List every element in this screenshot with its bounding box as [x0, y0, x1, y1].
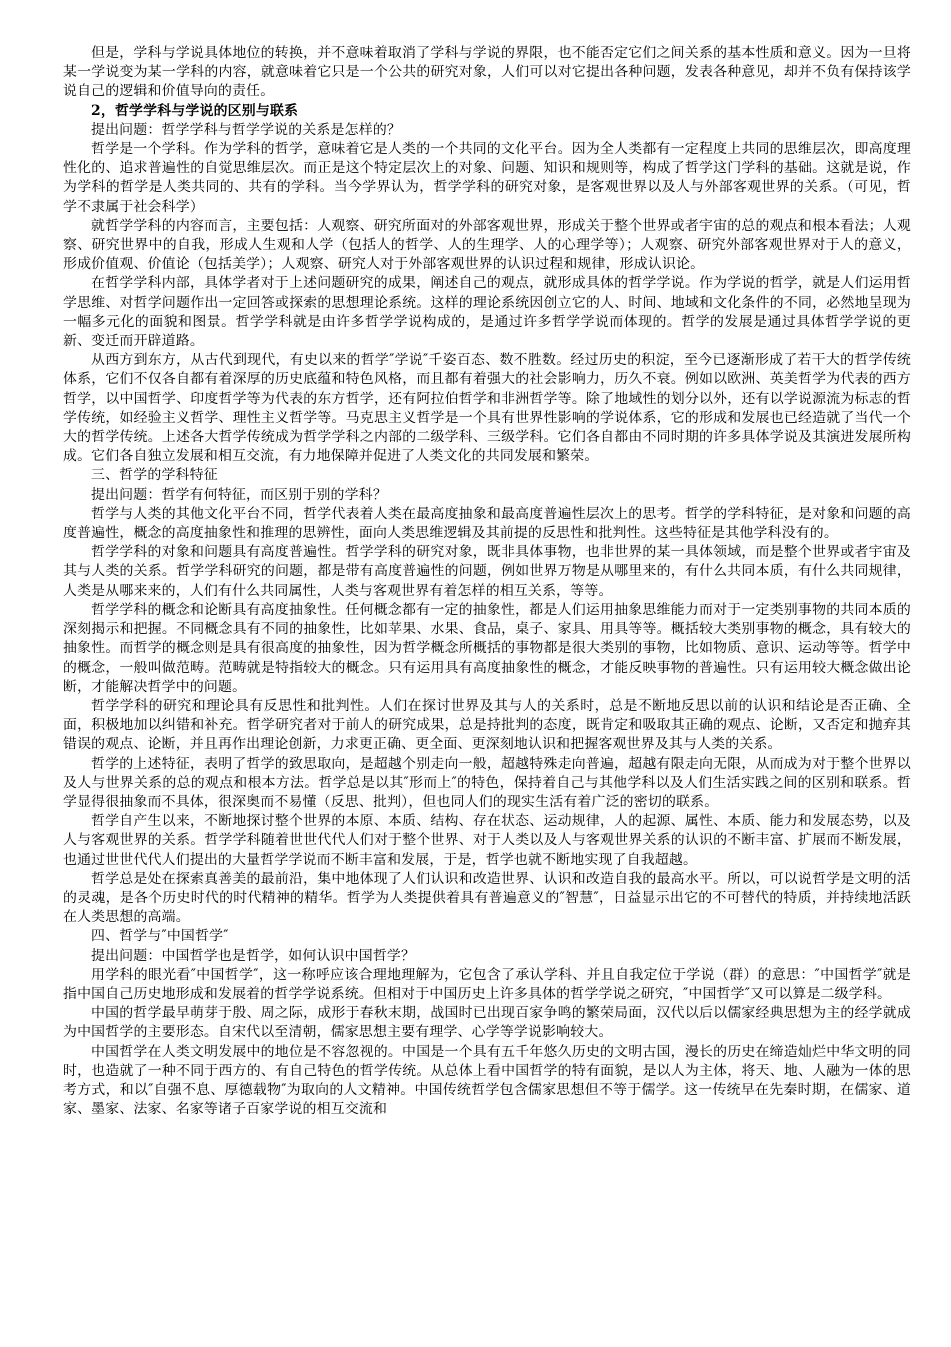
section-heading: 2，哲学学科与学说的区别与联系 — [91, 102, 299, 119]
paragraph: 哲学总是处在探索真善美的最前沿，集中地体现了人们认识和改造世界、认识和改造自我的最高水平。所以，可以说哲学是文明的活的灵魂，是各个历史时代的时代精神的精华。哲学为人类提供着具有普遍意义的″智慧″，日益显示出它的不可替代的特质，并持续地活跃在人类思想的高端。 — [63, 870, 911, 926]
paragraph: 就哲学学科的内容而言，主要包括：人观察、研究所面对的外部客观世界，形成关于整个世界或者宇宙的总的观点和根本看法；人观察、研究世界中的自我，形成人生观和人学（包括人的哲学、人的生理学、人的心理学等）；人观察、研究外部客观世界对于人的意义，形成价值观、价值论（包括美学）；人观察、研究人对于外部客观世界的认识过程和规律，形成认识论。 — [63, 217, 911, 273]
paragraph: 哲学自产生以来，不断地探讨整个世界的本原、本质、结构、存在状态、运动规律，人的起源、属性、本质、能力和发展态势，以及人与客观世界的关系。哲学学科随着世世代代人们对于整个世界、对于人类以及人与客观世界关系的认识的不断丰富、扩展而不断发展，也通过世世代代人们提出的大量哲学学说而不断丰富和发展，于是，哲学也就不断地实现了自我超越。 — [63, 813, 911, 868]
paragraph: 哲学的上述特征，表明了哲学的致思取向，是超越个别走向一般，超越特殊走向普遍，超越有限走向无限，从而成为对于整个世界以及人与世界关系的总的观点和根本方法。哲学总是以其″形而上″的特色，保持着自己与其他学科以及人们生活实践之间的区别和联系。哲学显得很抽象而不具体，很深奥而不易懂（反思、批判），但也同人们的现实生活有着广泛的密切的联系。 — [63, 755, 911, 810]
paragraph: 从西方到东方，从古代到现代，有史以来的哲学″学说″千姿百态、数不胜数。经过历史的积淀，至今已逐渐形成了若干大的哲学传统体系，它们不仅各自都有着深厚的历史底蕴和特色风格，而且都有着强大的社会影响力，历久不衰。例如以欧洲、英美哲学为代表的西方哲学，以中国哲学、印度哲学等为代表的东方哲学，还有阿拉伯哲学和非洲哲学等。除了地域性的划分以外，还有以学说源流为标志的哲学传统，如经验主义哲学、理性主义哲学等。马克思主义哲学是一个具有世界性影响的学说体系，它的形成和发展也已经造就了当代一个大的哲学传统。上述各大哲学传统成为哲学学科之内部的二级学科、三级学科。它们各自都由不同时期的许多具体学说及其演进发展所构成。它们各自独立发展和相互交流，有力地保障并促进了人类文化的共同发展和繁荣。 — [63, 352, 911, 465]
paragraph: 但是，学科与学说具体地位的转换，并不意味着取消了学科与学说的界限，也不能否定它们之间关系的基本性质和意义。因为一旦将某一学说变为某一学科的内容，就意味着它只是一个公共的研究对象，人们可以对它提出各种问题，发表各种意见，却并不负有保持该学说自己的逻辑和价值导向的责任。 — [63, 45, 911, 100]
paragraph: 中国哲学在人类文明发展中的地位是不容忽视的。中国是一个具有五千年悠久历史的文明古国，漫长的历史在缔造灿烂中华文明的同时，也造就了一种不同于西方的、有自己特色的哲学传统。从总体上看中国哲学的特有面貌，是以人为主体，将天、地、人融为一体的思考方式，和以″自强不息、厚德载物″为取向的人文精神。中国传统哲学包含儒家思想但不等于儒学。这一传统早在先秦时期，在儒家、道家、墨家、法家、名家等诸子百家学说的相互交流和 — [63, 1043, 911, 1118]
paragraph: 哲学学科的对象和问题具有高度普遍性。哲学学科的研究对象，既非具体事物，也非世界的某一具体领域，而是整个世界或者宇宙及其与人类的关系。哲学学科研究的问题，都是带有高度普遍性的问题，例如世界万物是从哪里来的，有什么共同本质，有什么共同规律，人类是从哪来来的，人们有什么共同属性，人类与客观世界有着怎样的相互关系，等等。 — [63, 544, 911, 599]
question-line: 提出问题：中国哲学也是哲学，如何认识中国哲学？ — [91, 947, 416, 964]
question-line: 提出问题：哲学学科与哲学学说的关系是怎样的？ — [91, 121, 401, 138]
paragraph: 在哲学学科内部，具体学者对于上述问题研究的成果，阐述自己的观点，就形成具体的哲学学说。作为学说的哲学，就是人们运用哲学思维、对哲学问题作出一定回答或探索的思想理论系统。这样的理论系统因创立它的人、时间、地域和文化条件的不同，必然地呈现为一幅多元化的面貌和图景。哲学学科就是由许多哲学学说构成的，是通过许多哲学学说而体现的。哲学的发展是通过具体哲学学说的更新、变迁而开辟道路。 — [63, 275, 911, 350]
paragraph: 哲学学科的研究和理论具有反思性和批判性。人们在探讨世界及其与人的关系时，总是不断地反思以前的认识和结论是否正确、全面，积极地加以纠错和补充。哲学研究者对于前人的研究成果，总是持批判的态度，既肯定和吸取其正确的观点、论断，又否定和抛弃其错误的观点、论断，并且再作出理论创新，力求更正确、更全面、更深刻地认识和把握客观世界及其与人类的关系。 — [63, 697, 911, 753]
paragraph: 中国的哲学最早萌芽于殷、周之际，成形于春秋末期，战国时已出现百家争鸣的繁荣局面，汉代以后以儒家经典思想为主的经学就成为中国哲学的主要形态。自宋代以至清朝，儒家思想主要有理学、心学等学说影响较大。 — [63, 1005, 911, 1041]
paragraph: 哲学与人类的其他文化平台不同，哲学代表着人类在最高度抽象和最高度普遍性层次上的思考。哲学的学科特征，是对象和问题的高度普遍性，概念的高度抽象性和推理的思辨性，面向人类思维逻辑及其前提的反思性和批判性。这些特征是其他学科没有的。 — [63, 505, 911, 542]
paragraph: 哲学学科的概念和论断具有高度抽象性。任何概念都有一定的抽象性，都是人们运用抽象思维能力而对于一定类别事物的共同本质的深刻揭示和把握。不同概念具有不同的抽象性，比如苹果、水果、食品，桌子、家具、用具等等。概括较大类别事物的概念，具有较大的抽象性。而哲学的概念则是具有很高度的抽象性，因为哲学概念所概括的事物都是很大类别的事物，比如物质、意识、运动等等。哲学中的概念，一般叫做范畴。范畴就是特指较大的概念。只有运用具有高度抽象性的概念，才能反映事物的普遍性。只有运用较大概念做出论断，才能解决哲学中的问题。 — [63, 601, 911, 695]
section-heading: 四、哲学与″中国哲学″ — [91, 928, 229, 945]
question-line: 提出问题：哲学有何特征，而区别于别的学科？ — [91, 486, 387, 503]
paragraph: 哲学是一个学科。作为学科的哲学，意味着它是人类的一个共同的文化平台。因为全人类都有一定程度上共同的思维层次，即高度理性化的、追求普遍性的自觉思维层次。而正是这个特定层次上的对象、问题、知识和规则等，构成了哲学这门学科的基础。这就是说，作为学科的哲学是人类共同的、共有的学科。当今学界认为，哲学学科的研究对象，是客观世界以及人与外部客观世界的关系。（可见，哲学不隶属于社会科学） — [63, 141, 911, 215]
paragraph: 用学科的眼光看″中国哲学″，这一称呼应该合理地理解为，它包含了承认学科、并且自我定位于学说（群）的意思：″中国哲学″就是指中国自己历史地形成和发展着的哲学学说系统。但相对于中国历史上许多具体的哲学学说之研究，″中国哲学″又可以算是二级学科。 — [63, 966, 911, 1002]
section-heading: 三、哲学的学科特征 — [91, 467, 218, 484]
